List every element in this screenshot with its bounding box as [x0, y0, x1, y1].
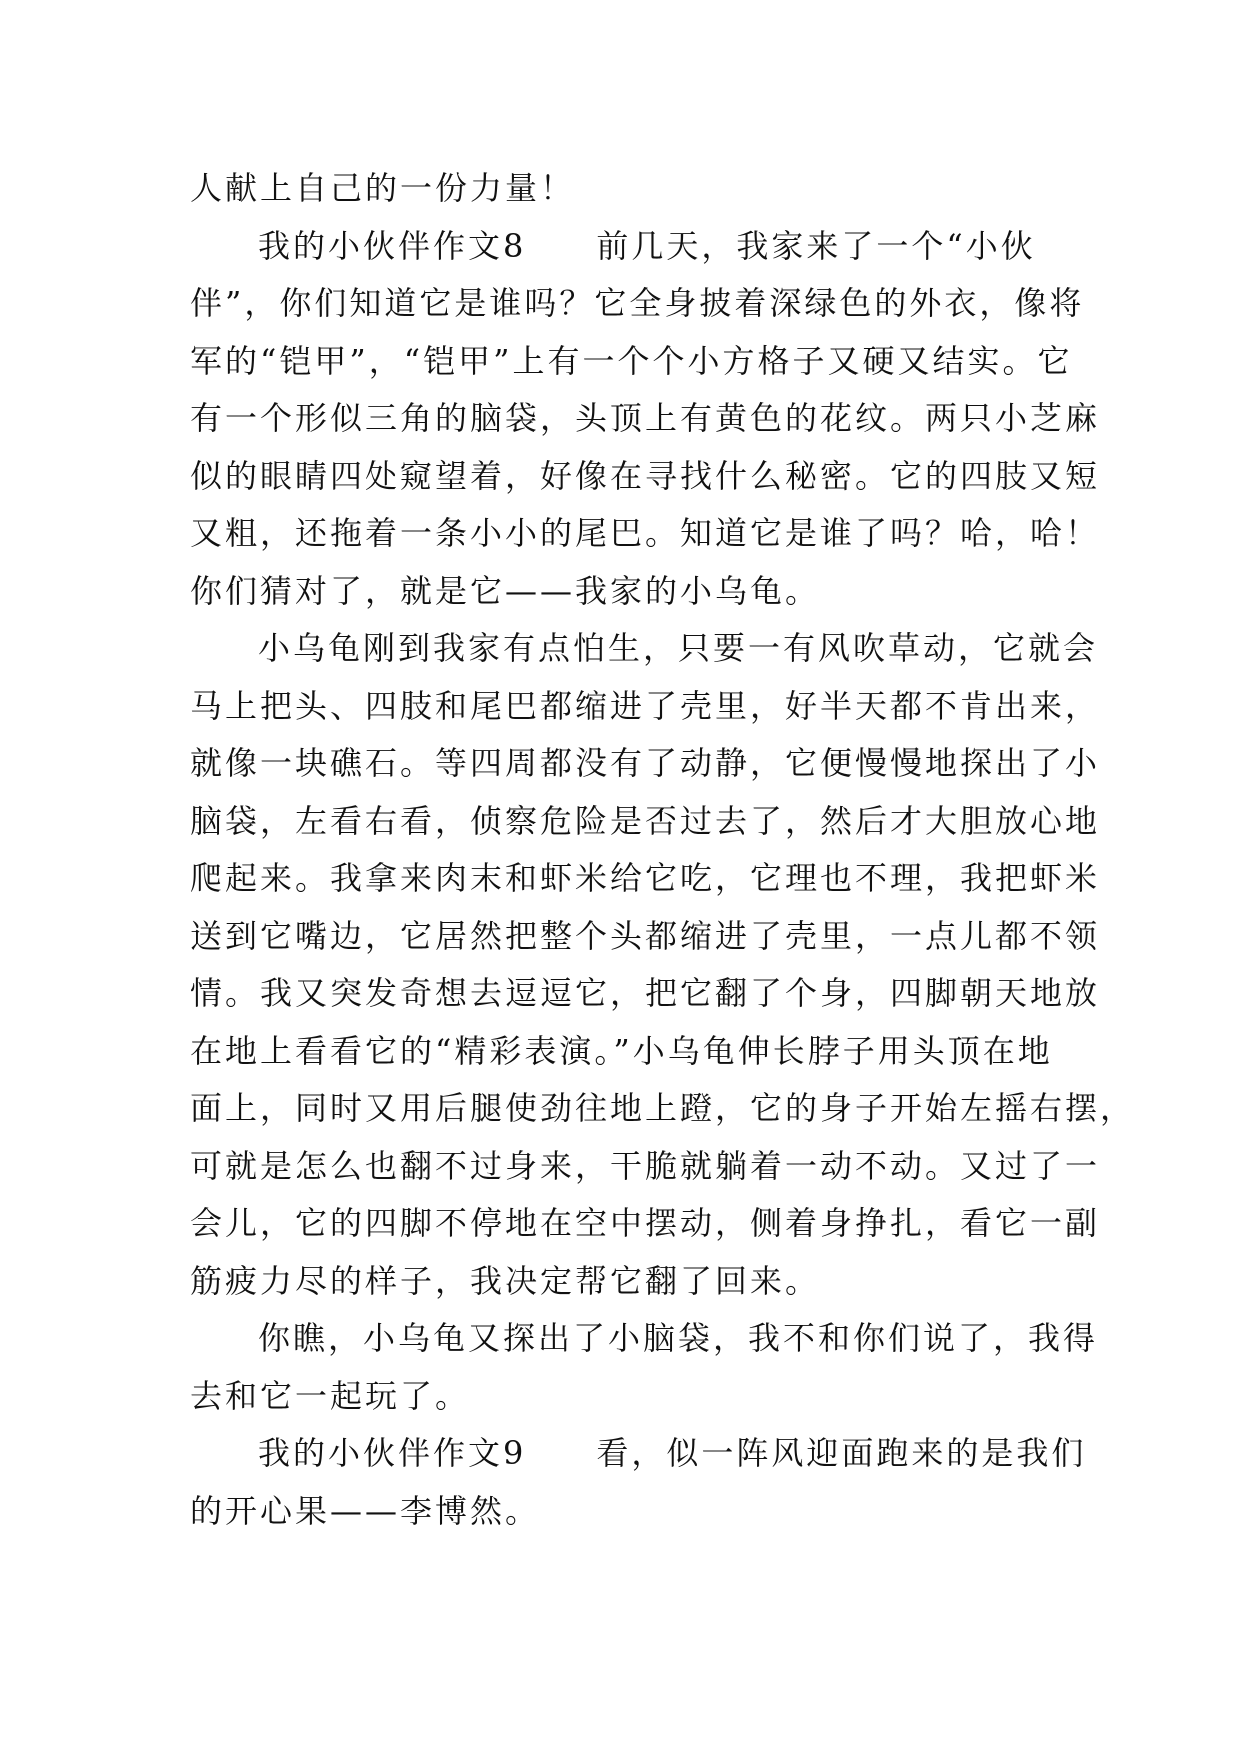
text-line: 我的小伙伴作文8 前几天，我家来了一个“小伙: [258, 226, 1036, 265]
text-line: 去和它一起玩了。: [190, 1376, 471, 1415]
text-line: 情。我又突发奇想去逗逗它，把它翻了个身，四脚朝天地放: [190, 974, 1101, 1012]
text-line: 我的小伙伴作文9 看，似一阵风迎面跑来的是我们: [258, 1434, 1087, 1472]
text-line: 人献上自己的一份力量！: [190, 169, 576, 207]
text-line: 爬起来。我拿来肉末和虾米给它吃，它理也不理，我把虾米: [190, 859, 1101, 897]
document-body: [190, 160, 1136, 1540]
text-line: 在地上看看它的“精彩表演。”小乌龟伸长脖子用头顶在地: [190, 1031, 1053, 1070]
text-line: 会儿，它的四脚不停地在空中摆动，侧着身挣扎，看它一副: [190, 1204, 1101, 1242]
text-line: 脑袋，左看右看，侦察危险是否过去了，然后才大胆放心地: [190, 801, 1101, 840]
text-line: 就像一块礁石。等四周都没有了动静，它便慢慢地探出了小: [190, 744, 1101, 782]
text-line: 面上，同时又用后腿使劲往地上蹬，它的身子开始左摇右摆，: [190, 1089, 1136, 1127]
text-line: 又粗，还拖着一条小小的尾巴。知道它是谁了吗？哈，哈！: [190, 514, 1101, 552]
text-line: 马上把头、四肢和尾巴都缩进了壳里，好半天都不肯出来，: [190, 686, 1101, 725]
text-line: 筋疲力尽的样子，我决定帮它翻了回来。: [190, 1261, 821, 1300]
text-line: 你们猜对了，就是它——我家的小乌龟。: [190, 571, 821, 610]
text-line: 送到它嘴边，它居然把整个头都缩进了壳里，一点儿都不领: [190, 916, 1101, 955]
text-line: 似的眼睛四处窥望着，好像在寻找什么秘密。它的四肢又短: [190, 456, 1101, 495]
text-line: 伴”，你们知道它是谁吗？它全身披着深绿色的外衣，像将: [190, 284, 1085, 322]
text-line: 军的“铠甲”，“铠甲”上有一个个小方格子又硬又结实。它: [190, 341, 1073, 380]
text-line: 的开心果——李博然。: [190, 1491, 541, 1530]
text-line: 可就是怎么也翻不过身来，干脆就躺着一动不动。又过了一: [190, 1146, 1101, 1185]
text-line: 你瞧，小乌龟又探出了小脑袋，我不和你们说了，我得: [258, 1319, 1099, 1357]
text-line: 小乌龟刚到我家有点怕生，只要一有风吹草动，它就会: [258, 629, 1099, 667]
text-line: 有一个形似三角的脑袋，头顶上有黄色的花纹。两只小芝麻: [190, 399, 1101, 437]
